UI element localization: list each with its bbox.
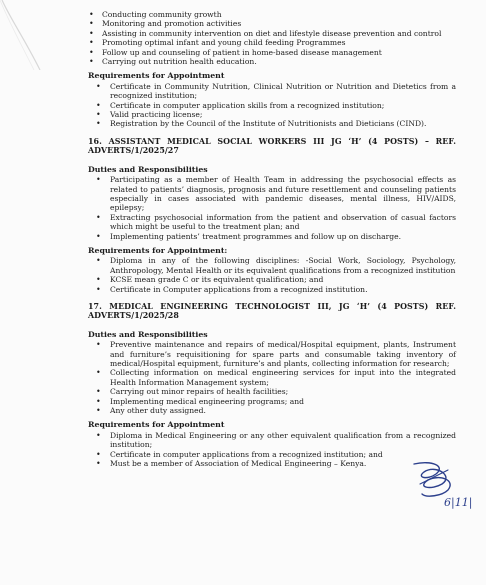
post-16-title bbox=[88, 137, 456, 156]
list-item: • Implementing patients’ treatment programmes and follow up on discharge. bbox=[88, 232, 456, 241]
list-item: • Extracting psychosocial information from the patient and observation of casual factors which might be useful to the treatment plan; and bbox=[88, 213, 456, 232]
list-item: • Diploma in any of the following disciplines: -Social Work, Sociology, Psychology, Anthropology, Mental Health or its equivalent qualifications from a recognized institution bbox=[88, 256, 456, 275]
requirements-heading: Requirements for Appointment bbox=[88, 71, 225, 81]
page-fold-shadow bbox=[0, 0, 42, 70]
list-item: • Collecting information on medical engineering services for input into the integrated Health Information Management system; bbox=[88, 368, 456, 387]
post-16-requirements-heading: Requirements for Appointment: bbox=[88, 245, 228, 255]
list-item: • Valid practicing license; bbox=[88, 110, 456, 119]
post-17-title-line-2: ADVERTS/1/2025/28 bbox=[88, 311, 179, 321]
list-item: • Conducting community growth bbox=[88, 10, 456, 19]
intro-duties-list bbox=[88, 10, 456, 66]
signature-date-note: 6|11| bbox=[444, 496, 473, 509]
post-17-requirements-heading: Requirements for Appointment bbox=[88, 420, 225, 430]
list-item: • Carrying out minor repairs of health facilities; bbox=[88, 387, 456, 396]
list-item: • Any other duty assigned. bbox=[88, 406, 456, 415]
post-16-title-line-1: 16. ASSISTANT MEDICAL SOCIAL WORKERS III JG ‘H’ (4 POSTS) – REF. bbox=[88, 136, 456, 146]
document-body bbox=[88, 10, 456, 468]
list-item: • Monitoring and promotion activities bbox=[88, 19, 456, 28]
post-16-duties-list bbox=[88, 175, 456, 241]
list-item: • Follow up and counseling of patient in home-based disease management bbox=[88, 48, 456, 57]
list-item: • Certificate in computer applications from a recognized institution; and bbox=[88, 450, 456, 459]
list-item: • Implementing medical engineering programs; and bbox=[88, 397, 456, 406]
list-item: • Certificate in Computer applications from a recognized institution. bbox=[88, 285, 456, 294]
post-16-title-line-2: ADVERTS/1/2025/27 bbox=[88, 146, 179, 156]
list-item: • Certificate in computer application skills from a recognized institution; bbox=[88, 101, 456, 110]
requirements-list bbox=[88, 82, 456, 129]
post-16-duties-heading: Duties and Responsibilities bbox=[88, 164, 208, 174]
post-17-duties-heading: Duties and Responsibilities bbox=[88, 329, 208, 339]
list-item: • Carrying out nutrition health education. bbox=[88, 57, 456, 66]
list-item: • Registration by the Council of the Institute of Nutritionists and Dieticians (CIND). bbox=[88, 119, 456, 128]
post-17-title-line-1: 17. MEDICAL ENGINEERING TECHNOLOGIST III, JG ‘H’ (4 POSTS) REF. bbox=[88, 301, 456, 311]
handwritten-signature bbox=[402, 458, 486, 518]
list-item: • Promoting optimal infant and young child feeding Programmes bbox=[88, 38, 456, 47]
list-item: • Must be a member of Association of Medical Engineering – Kenya. bbox=[88, 459, 456, 468]
list-item: • Participating as a member of Health Team in addressing the psychosocial effects as related to patients’ diagnosis, prognosis and future resettlement and counseling patients especially in cases associated with pandemic diseases, mental illness, HIV/AIDS, epilepsy; bbox=[88, 175, 456, 213]
list-item: • Certificate in Community Nutrition, Clinical Nutrition or Nutrition and Dietetics from a recognized institution; bbox=[88, 82, 456, 101]
list-item: • Preventive maintenance and repairs of medical/Hospital equipment, plants, Instrument and furniture’s requisitioning for spare parts and consumable taking inventory of medical/Hospital equipment, furniture’s and plants, collecting information for research; bbox=[88, 340, 456, 368]
post-16-requirements-list bbox=[88, 256, 456, 294]
list-item: • Assisting in community intervention on diet and lifestyle disease prevention and control bbox=[88, 29, 456, 38]
post-17-requirements-list bbox=[88, 431, 456, 469]
post-17-title bbox=[88, 302, 456, 321]
list-item: • Diploma in Medical Engineering or any other equivalent qualification from a recognized institution; bbox=[88, 431, 456, 450]
post-17-duties-list bbox=[88, 340, 456, 415]
list-item: • KCSE mean grade C or its equivalent qualification; and bbox=[88, 275, 456, 284]
